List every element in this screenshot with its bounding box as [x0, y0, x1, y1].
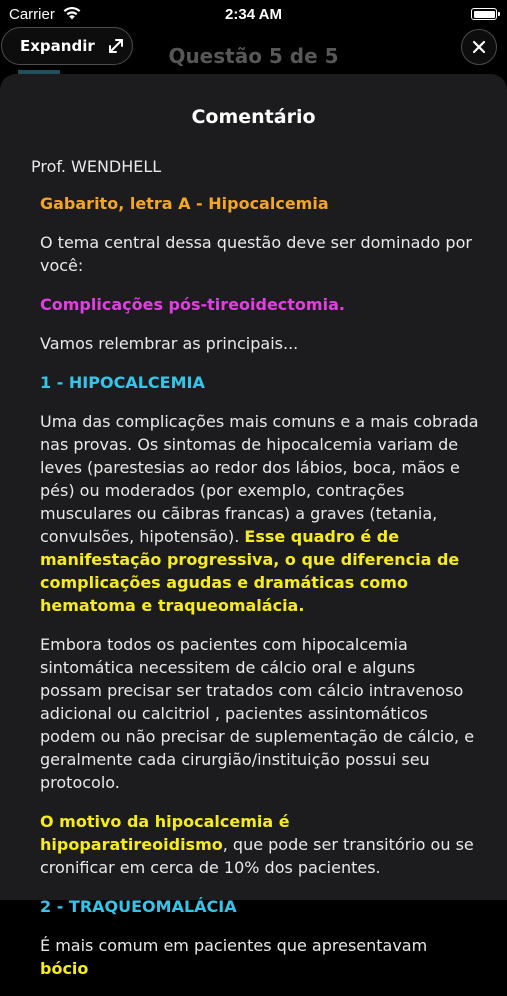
section-heading-hipocalcemia: 1 - HIPOCALCEMIA [40, 373, 205, 392]
carrier-label: Carrier [9, 6, 55, 23]
answer-line: Gabarito, letra A - Hipocalcemia [40, 194, 329, 213]
comment-content [40, 192, 480, 996]
sheet-title: Comentário [191, 106, 316, 128]
paragraph-text: , que pode ser transitório ou se cronificar em cerca de 10% dos pacientes. [40, 835, 474, 877]
highlight-text: O motivo da hipocalcemia é hipoparatireoidismo [40, 812, 290, 854]
close-icon [472, 40, 486, 54]
highlight-text: Esse quadro é de manifestação progressiva, o que diferencia de complicações agudas e dramáticas como hematoma e traqueomalácia. [40, 527, 460, 615]
lead-paragraph: Vamos relembrar as principais... [40, 334, 299, 353]
expand-arrows-icon [107, 37, 125, 55]
paragraph-text: É mais comum em pacientes que apresentavam [40, 936, 428, 955]
question-title: Questão 5 de 5 [168, 44, 339, 68]
comment-sheet[interactable] [0, 74, 507, 978]
close-button[interactable] [461, 29, 497, 65]
hipocalcemia-paragraph-3 [40, 810, 480, 879]
hipocalcemia-paragraph-1 [40, 410, 480, 617]
status-bar [0, 0, 507, 28]
hipocalcemia-paragraph-2: Embora todos os pacientes com hipocalcemia sintomática necessitem de cálcio oral e alguns possam precisar ser tratados com cálcio intravenoso adicional ou calcitriol , pacientes assintomáticos podem ou não precisar de suplementação de cálcio, e geralmente cada cirurgião/instituição possui seu protocolo. [40, 635, 475, 792]
traqueomalacia-paragraph-1 [40, 934, 480, 980]
section-heading-traqueomalacia: 2 - TRAQUEOMALÁCIA [40, 897, 237, 916]
clock: 2:34 AM [225, 6, 282, 23]
author-name: Prof. WENDHELL [31, 157, 162, 176]
expand-button-label: Expandir [20, 37, 95, 55]
expand-button[interactable] [1, 27, 133, 65]
battery-icon [471, 8, 497, 20]
topic-line: Complicações pós-tireoidectomia. [40, 295, 345, 314]
intro-paragraph: O tema central dessa questão deve ser dominado por você: [40, 233, 472, 275]
paragraph-text: Uma das complicações mais comuns e a mais cobrada nas provas. Os sintomas de hipocalcemia variam de leves (parestesias ao redor dos lábios, boca, mãos e pés) ou moderados (por exemplo, contrações musculares ou cãibras francas) a graves (tetania, convulsões, hipotensão). [40, 412, 479, 546]
highlight-text: bócio [40, 959, 89, 978]
